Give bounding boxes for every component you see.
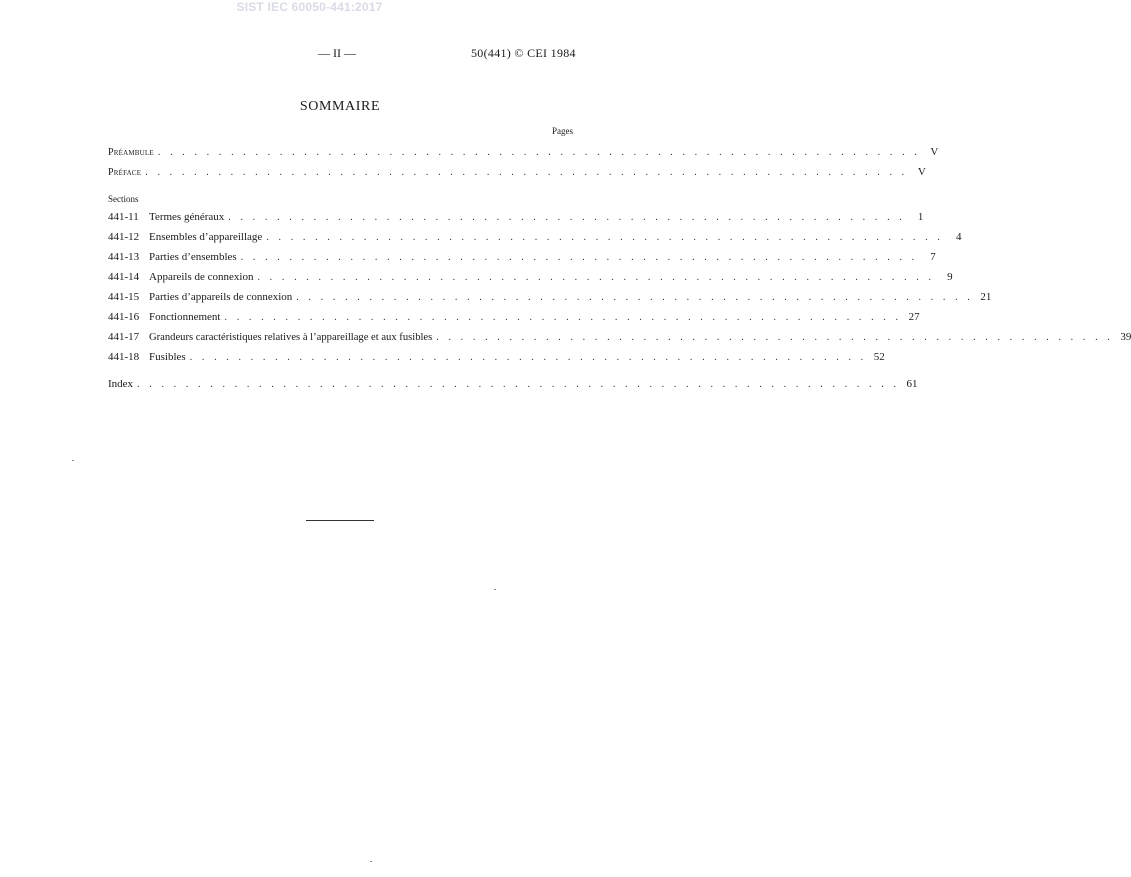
toc-entry-section[interactable] (108, 251, 936, 265)
toc-entry-preambule[interactable] (108, 146, 939, 160)
page-number: — II — (318, 46, 356, 60)
toc-entry-section[interactable] (108, 351, 885, 365)
toc-entry-title: Index (108, 378, 134, 390)
toc-entry-section[interactable] (108, 311, 920, 325)
toc-entry-page: V (930, 146, 939, 158)
section-code: 441-12 (108, 231, 140, 243)
toc-entry-page: 1 (917, 211, 924, 223)
toc-entry-title: Termes généraux (149, 211, 225, 223)
dot-leader: . . . . . . . . . . . . . . . . . . . . . . . . . . . . . . . . . . . . . . . . . . . . . . . . . . . . . . . . . . . . . . . (157, 147, 921, 158)
toc-entry-title: Fonctionnement (149, 311, 221, 323)
toc-entry-page: 9 (947, 271, 953, 283)
pages-column-label: Pages (552, 126, 573, 136)
section-code: 441-11 (108, 211, 139, 223)
toc-entry-title: Parties d’ensembles (149, 251, 237, 263)
toc-entry-title: Ensembles d’appareillage (149, 231, 263, 243)
section-code: 441-13 (108, 251, 140, 263)
section-code: 441-16 (108, 311, 140, 323)
dot-leader: . . . . . . . . . . . . . . . . . . . . . . . . . . . . . . . . . . . . . . . . . . . . . . . . . . . . . . . . (240, 252, 918, 263)
toc-entry-title: Parties d’appareils de connexion (149, 291, 293, 303)
dot-leader: . . . . . . . . . . . . . . . . . . . . . . . . . . . . . . . . . . . . . . . . . . . . . . . . . . . . . . . . (296, 292, 974, 303)
toc-entry-preface[interactable] (108, 166, 926, 180)
toc-entry-title: Préface (108, 167, 142, 178)
toc-entry-title: Fusibles (149, 351, 186, 363)
section-code: 441-14 (108, 271, 140, 283)
dot-leader: . . . . . . . . . . . . . . . . . . . . . . . . . . . . . . . . . . . . . . . . . . . . . . . . . . . . . . . . (189, 352, 867, 363)
toc-entry-page: 52 (873, 351, 885, 363)
toc-entry-section[interactable] (108, 231, 962, 245)
page-title: SOMMAIRE (299, 99, 381, 114)
toc-entry-title: Préambule (108, 147, 154, 158)
section-code: 441-17 (108, 331, 140, 343)
dot-leader: . . . . . . . . . . . . . . . . . . . . . . . . . . . . . . . . . . . . . . . . . . . . . . . . . . . . . . . . (266, 232, 944, 243)
toc-entry-section[interactable] (108, 331, 1131, 345)
toc-entry-page: 4 (955, 231, 962, 243)
dot-leader: . . . . . . . . . . . . . . . . . . . . . . . . . . . . . . . . . . . . . . . . . . . . . . . . . . . . . . . . (224, 312, 902, 323)
scan-speck (72, 460, 74, 461)
scan-speck (494, 589, 496, 590)
dot-leader: . . . . . . . . . . . . . . . . . . . . . . . . . . . . . . . . . . . . . . . . . . . . . . . . . . . . . . . . (228, 212, 906, 223)
document-reference: 50(441) © CEI 1984 (471, 46, 576, 60)
sections-label: Sections (108, 194, 139, 204)
section-code: 441-18 (108, 351, 140, 363)
scan-speck (370, 861, 372, 862)
dot-leader: . . . . . . . . . . . . . . . . . . . . . . . . . . . . . . . . . . . . . . . . . . . . . . . . . . . . . . . . (257, 272, 935, 283)
toc-entry-section[interactable] (108, 291, 992, 305)
dot-leader: . . . . . . . . . . . . . . . . . . . . . . . . . . . . . . . . . . . . . . . . . . . . . . . . . . . . . . . . . . . . . . . (145, 167, 908, 178)
toc-entry-title: Appareils de connexion (149, 271, 254, 283)
toc-entry-section[interactable] (108, 211, 924, 225)
dot-leader: . . . . . . . . . . . . . . . . . . . . . . . . . . . . . . . . . . . . . . . . . . . . . . . . . . . . . . . . . . . . . . . (137, 379, 900, 390)
section-code: 441-15 (108, 291, 140, 303)
toc-entry-section[interactable] (108, 271, 953, 285)
toc-entry-page: 7 (930, 251, 936, 263)
toc-entry-page: 61 (906, 378, 918, 390)
toc-entry-page: 27 (908, 311, 920, 323)
toc-entry-page: 39 (1120, 331, 1131, 343)
watermark: SIST IEC 60050-441:2017 (236, 0, 383, 14)
toc-entry-page: 21 (980, 291, 992, 303)
toc-entry-index[interactable] (108, 378, 918, 392)
dot-leader: . . . . . . . . . . . . . . . . . . . . . . . . . . . . . . . . . . . . . . . . . . . . . . . . . . . . . . . . (436, 332, 1114, 343)
end-rule (306, 520, 374, 521)
toc-entry-page: V (917, 166, 926, 178)
toc-entry-title: Grandeurs caractéristiques relatives à l’appareillage et aux fusibles (149, 332, 433, 343)
